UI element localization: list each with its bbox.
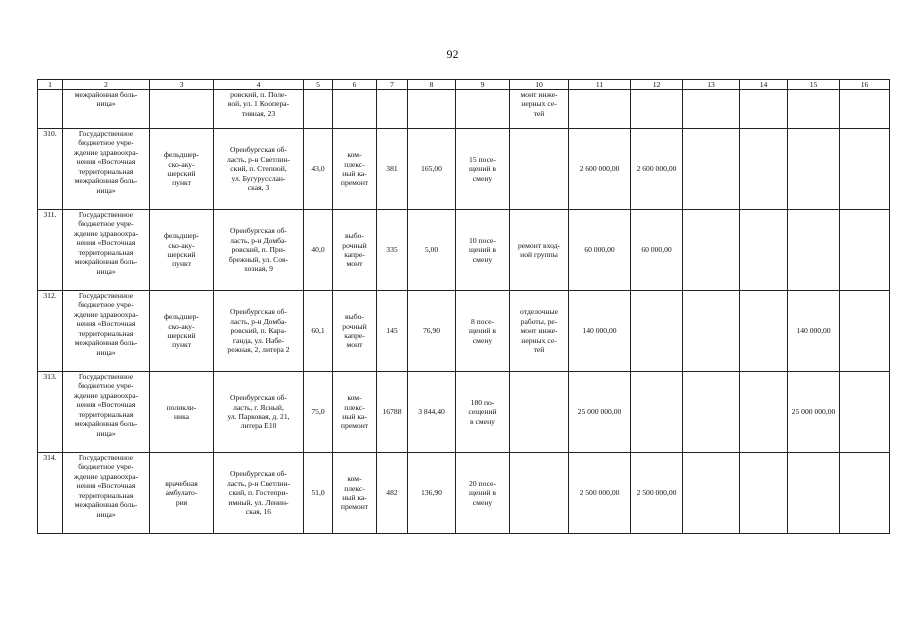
- cell-col-6: ком- плекс- ный ка- премонт: [333, 453, 377, 534]
- cell-col-8: 3 844,40: [408, 372, 456, 453]
- column-header: 8: [408, 80, 456, 90]
- table-row: [38, 372, 890, 453]
- cell-col-7: 335: [377, 210, 408, 291]
- cell-col-12: 60 000,00: [631, 210, 683, 291]
- cell-col-7: [377, 90, 408, 129]
- cell-col-15: [788, 129, 840, 210]
- cell-col-7: 482: [377, 453, 408, 534]
- cell-col-4: Оренбургская об- ласть, р-н Светлин- ский, п. Степной, ул. Бугурусслан- ская, 3: [214, 129, 304, 210]
- cell-col-14: [740, 129, 788, 210]
- cell-col-6: выбо- рочный капре- монт: [333, 291, 377, 372]
- cell-col-2: Государственное бюджетное учре- ждение здравоохра- нения «Восточная территориальная межрайонная боль- ница»: [63, 453, 150, 534]
- cell-col-1: 313.: [38, 372, 63, 453]
- column-header: 10: [510, 80, 569, 90]
- cell-col-14: [740, 210, 788, 291]
- cell-col-1: 310.: [38, 129, 63, 210]
- table-row: [38, 453, 890, 534]
- cell-col-11: [569, 90, 631, 129]
- cell-col-13: [683, 90, 740, 129]
- cell-col-6: выбо- рочный капре- монт: [333, 210, 377, 291]
- cell-col-13: [683, 129, 740, 210]
- cell-col-6: [333, 90, 377, 129]
- column-header: 6: [333, 80, 377, 90]
- cell-col-10: [510, 129, 569, 210]
- cell-col-16: [840, 372, 890, 453]
- cell-col-3: фельдшер- ско-аку- шерский пункт: [150, 129, 214, 210]
- cell-col-14: [740, 291, 788, 372]
- cell-col-1: 314.: [38, 453, 63, 534]
- cell-col-15: [788, 453, 840, 534]
- cell-col-5: 75,0: [304, 372, 333, 453]
- cell-col-3: фельдшер- ско-аку- шерский пункт: [150, 210, 214, 291]
- cell-col-15: [788, 210, 840, 291]
- cell-col-16: [840, 129, 890, 210]
- cell-col-12: [631, 372, 683, 453]
- cell-col-4: ровский, п. Поле- вой, ул. 1 Коопера- тивная, 23: [214, 90, 304, 129]
- cell-col-14: [740, 372, 788, 453]
- cell-col-13: [683, 453, 740, 534]
- column-number-header: [38, 80, 890, 90]
- cell-col-7: 16788: [377, 372, 408, 453]
- cell-col-3: поликли- ника: [150, 372, 214, 453]
- cell-col-16: [840, 90, 890, 129]
- cell-col-3: [150, 90, 214, 129]
- cell-col-9: [456, 90, 510, 129]
- table-row: [38, 291, 890, 372]
- cell-col-10: [510, 372, 569, 453]
- column-header: 7: [377, 80, 408, 90]
- cell-col-12: 2 600 000,00: [631, 129, 683, 210]
- cell-col-13: [683, 291, 740, 372]
- cell-col-8: 165,00: [408, 129, 456, 210]
- column-header: 9: [456, 80, 510, 90]
- cell-col-8: 76,90: [408, 291, 456, 372]
- cell-col-15: [788, 90, 840, 129]
- cell-col-11: 2 600 000,00: [569, 129, 631, 210]
- cell-col-16: [840, 291, 890, 372]
- cell-col-9: 20 посе- щений в смену: [456, 453, 510, 534]
- cell-col-4: Оренбургская об- ласть, р-н Домба- ровский, п. При- брежный, ул. Сов- хозная, 9: [214, 210, 304, 291]
- cell-col-9: 8 посе- щений в смену: [456, 291, 510, 372]
- cell-col-9: 10 посе- щений в смену: [456, 210, 510, 291]
- column-header: 15: [788, 80, 840, 90]
- cell-col-2: межрайонная боль- ница»: [63, 90, 150, 129]
- cell-col-8: 136,90: [408, 453, 456, 534]
- cell-col-6: ком- плекс- ный ка- премонт: [333, 129, 377, 210]
- cell-col-1: 311.: [38, 210, 63, 291]
- column-header: 2: [63, 80, 150, 90]
- cell-col-12: 2 500 000,00: [631, 453, 683, 534]
- page-number: 92: [446, 47, 459, 61]
- cell-col-8: [408, 90, 456, 129]
- column-header: 1: [38, 80, 63, 90]
- cell-col-15: 140 000,00: [788, 291, 840, 372]
- cell-col-15: 25 000 000,00: [788, 372, 840, 453]
- cell-col-2: Государственное бюджетное учре- ждение здравоохра- нения «Восточная территориальная межрайонная боль- ница»: [63, 372, 150, 453]
- repair-program-table: [37, 79, 890, 534]
- cell-col-5: 43,0: [304, 129, 333, 210]
- cell-col-10: [510, 453, 569, 534]
- cell-col-7: 381: [377, 129, 408, 210]
- cell-col-10: ремонт вход- ной группы: [510, 210, 569, 291]
- cell-col-1: [38, 90, 63, 129]
- column-header: 4: [214, 80, 304, 90]
- cell-col-6: ком- плекс- ный ка- премонт: [333, 372, 377, 453]
- cell-col-13: [683, 210, 740, 291]
- cell-col-1: 312.: [38, 291, 63, 372]
- cell-col-5: [304, 90, 333, 129]
- cell-col-16: [840, 453, 890, 534]
- cell-col-2: Государственное бюджетное учре- ждение здравоохра- нения «Восточная территориальная межрайонная боль- ница»: [63, 210, 150, 291]
- cell-col-5: 60,1: [304, 291, 333, 372]
- cell-col-4: Оренбургская об- ласть, р-н Светлин- ский, п. Гостепри- имный, ул. Ленин- ская, 16: [214, 453, 304, 534]
- cell-col-12: [631, 90, 683, 129]
- cell-col-11: 25 000 000,00: [569, 372, 631, 453]
- column-header: 11: [569, 80, 631, 90]
- cell-col-7: 145: [377, 291, 408, 372]
- cell-col-11: 60 000,00: [569, 210, 631, 291]
- cell-col-9: 180 по- сещений в смену: [456, 372, 510, 453]
- column-header: 14: [740, 80, 788, 90]
- cell-col-16: [840, 210, 890, 291]
- cell-col-14: [740, 90, 788, 129]
- table-row: [38, 210, 890, 291]
- cell-col-5: 51,0: [304, 453, 333, 534]
- cell-col-3: врачебная амбулато- рия: [150, 453, 214, 534]
- cell-col-10: отделочные работы, ре- монт инже- нерных се- тей: [510, 291, 569, 372]
- cell-col-3: фельдшер- ско-аку- шерский пункт: [150, 291, 214, 372]
- column-header: 16: [840, 80, 890, 90]
- cell-col-11: 2 500 000,00: [569, 453, 631, 534]
- cell-col-4: Оренбургская об- ласть, р-н Домба- ровский, п. Кара- ганда, ул. Набе- режная, 2, литера 2: [214, 291, 304, 372]
- cell-col-14: [740, 453, 788, 534]
- column-header: 5: [304, 80, 333, 90]
- cell-col-5: 40,0: [304, 210, 333, 291]
- cell-col-2: Государственное бюджетное учре- ждение здравоохра- нения «Восточная территориальная межрайонная боль- ница»: [63, 129, 150, 210]
- cell-col-4: Оренбургская об- ласть, г. Ясный, ул. Парковая, д. 21, литера Е10: [214, 372, 304, 453]
- continuation-row: [38, 90, 890, 129]
- cell-col-9: 15 посе- щений в смену: [456, 129, 510, 210]
- column-header: 3: [150, 80, 214, 90]
- column-header: 13: [683, 80, 740, 90]
- cell-col-12: [631, 291, 683, 372]
- cell-col-13: [683, 372, 740, 453]
- cell-col-10: монт инже- нерных се- тей: [510, 90, 569, 129]
- table-row: [38, 129, 890, 210]
- cell-col-2: Государственное бюджетное учре- ждение здравоохра- нения «Восточная территориальная межрайонная боль- ница»: [63, 291, 150, 372]
- cell-col-11: 140 000,00: [569, 291, 631, 372]
- cell-col-8: 5,00: [408, 210, 456, 291]
- column-header: 12: [631, 80, 683, 90]
